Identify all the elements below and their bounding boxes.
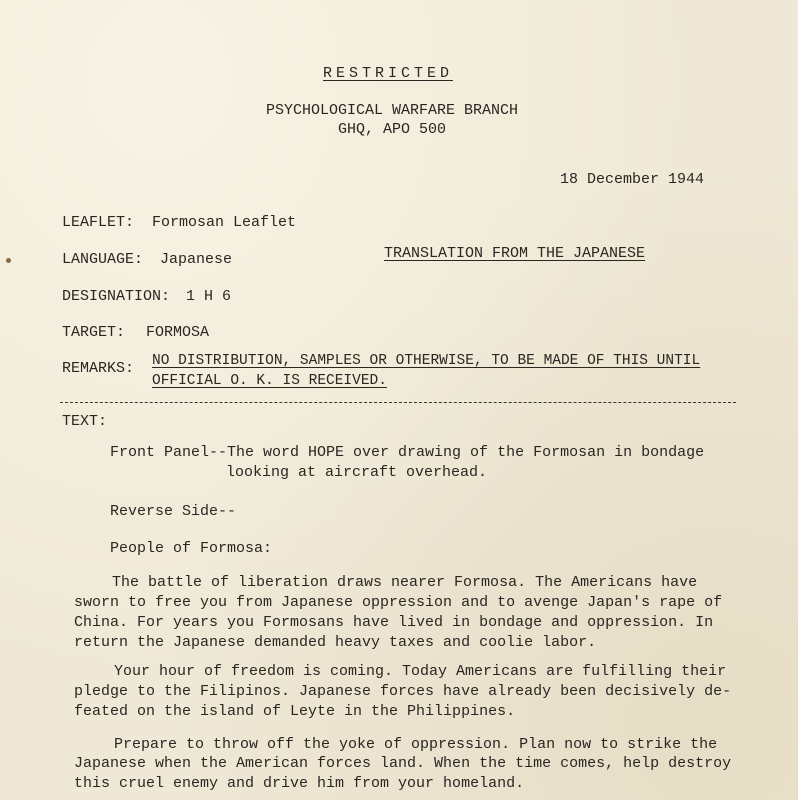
designation-label: DESIGNATION: (62, 288, 171, 305)
target-value: FORMOSA (146, 324, 210, 341)
leaflet-label: LEAFLET: (62, 214, 135, 231)
paragraph-3-line: Japanese when the American forces land. When the time comes, help destroy (74, 755, 732, 772)
remarks-line-2: OFFICIAL O. K. IS RECEIVED. (152, 373, 387, 389)
target-label: TARGET: (62, 324, 126, 341)
paragraph-1-line: sworn to free you from Japanese oppression and to avenge Japan's rape of (74, 594, 723, 611)
remarks-label: REMARKS: (62, 360, 135, 377)
translation-note: TRANSLATION FROM THE JAPANESE (384, 245, 646, 262)
paragraph-2-line: Your hour of freedom is coming. Today Americans are fulfilling their (114, 663, 727, 680)
reverse-side-heading: Reverse Side-- (110, 503, 237, 520)
paragraph-2-line: pledge to the Filipinos. Japanese forces have already been decisively de- (74, 683, 732, 700)
org-address: GHQ, APO 500 (338, 121, 447, 138)
paragraph-3-line: Prepare to throw off the yoke of oppression. Plan now to strike the (114, 736, 718, 753)
language-label: LANGUAGE: (62, 251, 144, 268)
paragraph-3-line: this cruel enemy and drive him from your homeland. (74, 775, 525, 792)
remarks-line-1: NO DISTRIBUTION, SAMPLES OR OTHERWISE, TO BE MADE OF THIS UNTIL (152, 353, 701, 369)
leaflet-value: Formosan Leaflet (152, 214, 297, 231)
paragraph-1-line: The battle of liberation draws nearer Formosa. The Americans have (112, 574, 698, 591)
front-panel-line-1: Front Panel--The word HOPE over drawing of the Formosan in bondage (110, 444, 705, 461)
paragraph-1-line: China. For years you Formosans have lived in bondage and oppression. In (74, 614, 714, 631)
paragraph-2-line: feated on the island of Leyte in the Philippines. (74, 703, 516, 720)
front-panel-line-2: looking at aircraft overhead. (226, 464, 488, 481)
designation-value: 1 H 6 (186, 288, 232, 305)
section-divider (60, 402, 736, 403)
paragraph-1-line: return the Japanese demanded heavy taxes and coolie labor. (74, 634, 597, 651)
language-value: Japanese (160, 251, 233, 268)
paper-speck (6, 258, 11, 263)
salutation: People of Formosa: (110, 540, 273, 557)
text-label: TEXT: (62, 413, 108, 430)
org-name: PSYCHOLOGICAL WARFARE BRANCH (266, 102, 519, 119)
classification-heading: RESTRICTED (323, 65, 454, 82)
document-date: 18 December 1944 (560, 171, 705, 188)
